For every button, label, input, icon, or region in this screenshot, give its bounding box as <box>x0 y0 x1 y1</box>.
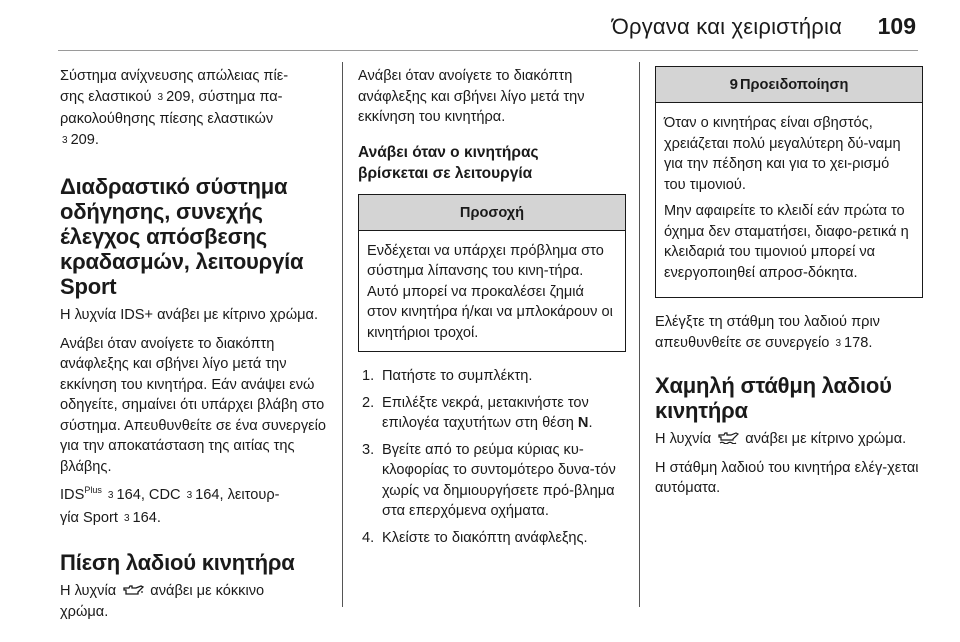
list-item: 1. Πατήστε το συμπλέκτη. <box>362 368 533 384</box>
oil-pressure-lamp-text: Η λυχνία ανάβει με κόκκινο χρώμα. <box>60 583 265 620</box>
oil-can-icon <box>122 584 144 596</box>
list-item: 4. Κλείστε το διακόπτη ανάφλεξης. <box>362 529 588 546</box>
oil-level-icon <box>717 432 739 444</box>
steps-list <box>358 366 626 548</box>
intro-paragraph: Σύστημα ανίχνευσης απώλειας πίε- σης ελαστικού 3 209, σύστημα πα- ρακολούθησης πίεσης ελαστικών 3 209. <box>60 66 328 152</box>
warning-text-2: Μην αφαιρείτε το κλειδί εάν πρώτα το όχημα δεν σταματήσει, διαφο-ρετικά η κλειδαριά του τιμονιού μπορεί να ενεργοποιηθεί απροσ-δόκητα. <box>664 203 909 281</box>
oil-lamp-description: Ανάβει όταν ανοίγετε το διακόπτη ανάφλεξης και σβήνει λίγο μετά την εκκίνηση του κινητήρα. <box>358 68 585 125</box>
page-header <box>0 0 960 52</box>
chapter-title: Όργανα και χειριστήρια <box>611 14 842 39</box>
ids-lamp-text: Η λυχνία IDS+ ανάβει με κίτρινο χρώμα. <box>60 307 319 323</box>
heading-low-oil-level: Χαμηλή στάθμη λαδιού κινητήρα <box>655 373 892 423</box>
list-item: 3. Βγείτε από το ρεύμα κύριας κυ-κλοφορίας το συντομότερο δυνα-τόν χωρίς να δημιουργήσετε πρό-βλημα στα επερχόμενα οχήματα. <box>362 441 616 519</box>
caution-text: Ενδέχεται να υπάρχει πρόβλημα στο σύστημα λίπανσης του κινη-τήρα. Αυτό μπορεί να προκαλέσει ζημιά στον κινητήρα ή/και να μπλοκάρουν οι κινητήριοι τροχοί. <box>367 242 613 341</box>
low-oil-description: Η στάθμη λαδιού του κινητήρα ελέγ-χεται αυτόματα. <box>655 459 919 496</box>
column-3 <box>655 66 923 507</box>
low-oil-lamp-text: Η λυχνία ανάβει με κίτρινο χρώμα. <box>655 431 907 447</box>
warning-box <box>655 66 923 298</box>
warning-title: Προειδοποίηση <box>739 77 849 93</box>
caution-box <box>358 194 626 353</box>
page-ref-arrow-icon: 3 <box>62 134 68 146</box>
column-divider-2 <box>639 62 640 607</box>
warning-title-bar <box>656 67 922 103</box>
ids-references: $IDS^{Plus}$ 3 164, CDC 3 164, λειτουρ- γία Sport 3 164. <box>60 485 328 530</box>
heading-engine-running: Ανάβει όταν ο κινητήρας βρίσκεται σε λειτουργία <box>358 143 539 182</box>
page-ref-arrow-icon: 3 <box>157 91 164 103</box>
check-oil-text: Ελέγξτε τη στάθμη του λαδιού πριν απευθυνθείτε σε συνεργείο 3 178. <box>655 312 923 355</box>
page-ref-arrow-icon: 3 <box>186 490 193 501</box>
ids-description: Ανάβει όταν ανοίγετε το διακόπτη ανάφλεξης και σβήνει λίγο μετά την εκκίνηση του κινητήρα. Εάν ανάψει ενώ οδηγείτε, σημαίνει ότι υπάρχει βλάβη στο σύστημα. Απευθυνθείτε σε ένα συνεργείο για την αποκατάσταση της αιτίας της βλάβης. <box>60 335 327 475</box>
column-divider-1 <box>342 62 343 607</box>
page-ref-arrow-icon: 3 <box>107 490 114 501</box>
caution-title: Προσοχή <box>359 195 625 231</box>
heading-oil-pressure: Πίεση λαδιού κινητήρα <box>60 550 295 575</box>
page-ref-arrow-icon: 3 <box>123 512 130 524</box>
list-item: 2. Επιλέξτε νεκρά, μετακινήστε τον επιλογέα ταχυτήτων στη θέση N. <box>362 394 593 431</box>
page-number: 109 <box>877 13 916 39</box>
column-2 <box>358 66 626 554</box>
header-divider <box>58 50 918 51</box>
warning-text-1: Όταν ο κινητήρας είναι σβηστός, χρειάζεται πολύ μεγαλύτερη δύ-ναμη για την πέδηση και για το χει-ρισμό του τιμονιού. <box>664 115 901 193</box>
page-ref-arrow-icon: 3 <box>835 337 842 349</box>
column-1 <box>60 66 328 630</box>
warning-triangle-icon: 9 <box>729 76 738 93</box>
heading-interactive-driving-system: Διαδραστικό σύστημα οδήγησης, συνεχής έλεγχος απόσβεσης κραδασμών, λειτουργία Sport <box>60 174 304 299</box>
